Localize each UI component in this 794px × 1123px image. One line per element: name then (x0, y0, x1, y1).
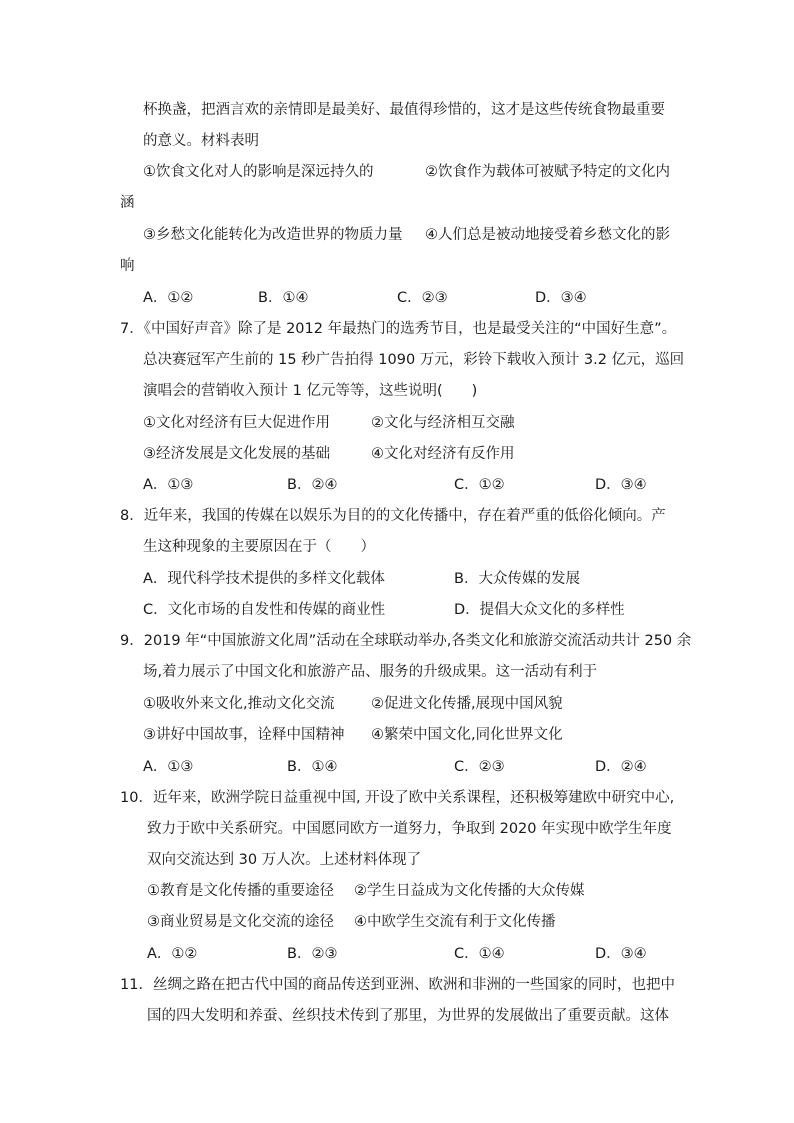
q11-line-2: 国的四大发明和养蚕、丝织技术传到了那里，为世界的发展做出了重要贡献。这体 (147, 1008, 669, 1024)
q7-option-2: ②文化与经济相互交融 (371, 415, 515, 431)
q9-choice-d: D．②④ (595, 759, 647, 775)
q8-option-c: C．文化市场的自发性和传媒的商业性 (143, 602, 386, 618)
q6-option-4-continuation: 响 (120, 258, 135, 274)
q10-line-3: 双向交流达到 30 万人次。上述材料体现了 (147, 852, 422, 868)
q9-option-2: ②促进文化传播,展现中国风貌 (371, 696, 563, 712)
q6-choice-c: C．②③ (397, 290, 448, 306)
q10-choice-c: C．①④ (454, 946, 505, 962)
q6-choice-a: A．①② (143, 290, 194, 306)
q8-line-1: 8．近年来，我国的传媒在以娱乐为目的的文化传播中，存在着严重的低俗化倾向。产 (120, 508, 666, 524)
q10-line-1: 10．近年来，欧洲学院日益重视中国, 开设了欧中关系课程，还积极筹建欧中研究中心, (120, 790, 675, 806)
q7-choice-b: B．②④ (287, 477, 338, 493)
q7-choice-c: C．①② (454, 477, 505, 493)
q7-line-3: 演唱会的营销收入预计 1 亿元等等，这些说明( ) (143, 383, 478, 399)
q8-line-2: 生这种现象的主要原因在于（ ） (143, 539, 375, 555)
q9-option-1: ①吸收外来文化,推动文化交流 (143, 696, 335, 712)
q7-option-4: ④文化对经济有反作用 (371, 446, 515, 462)
q6-choice-b: B．①④ (258, 290, 309, 306)
q9-option-4: ④繁荣中国文化,同化世界文化 (371, 727, 563, 743)
q6-option-2-continuation: 涵 (120, 195, 135, 211)
q10-line-2: 致力于欧中关系研究。中国愿同欧方一道努力，争取到 2020 年实现中欧学生年度 (147, 821, 672, 837)
q6-option-4: ④人们总是被动地接受着乡愁文化的影 (425, 227, 670, 243)
q7-line-1: 7．《中国好声音》除了是 2012 年最热门的选秀节目，也是最受关注的“中国好生意”。 (120, 321, 677, 337)
q6-choice-d: D．③④ (535, 290, 587, 306)
q6-option-1: ①饮食文化对人的影响是深远持久的 (143, 164, 374, 180)
q7-choice-d: D．③④ (595, 477, 647, 493)
q9-choice-a: A．①③ (143, 759, 194, 775)
q9-line-2: 场,着力展示了中国文化和旅游产品、服务的升级成果。这一活动有利于 (143, 664, 598, 680)
q9-line-1: 9．2019 年“中国旅游文化周”活动在全球联动举办,各类文化和旅游交流活动共计 250 余 (120, 633, 692, 649)
q7-option-1: ①文化对经济有巨大促进作用 (143, 415, 330, 431)
q10-choice-d: D．③④ (595, 946, 647, 962)
q7-option-3: ③经济发展是文化发展的基础 (143, 446, 330, 462)
q10-option-1: ①教育是文化传播的重要途径 (147, 883, 334, 899)
q9-choice-b: B．①④ (287, 759, 338, 775)
q9-choice-c: C．②③ (454, 759, 505, 775)
q11-line-1: 11．丝绸之路在把古代中国的商品传送到亚洲、欧洲和非洲的一些国家的同时，也把中 (120, 977, 675, 993)
q7-choice-a: A．①③ (143, 477, 194, 493)
q6-option-2: ②饮食作为载体可被赋予特定的文化内 (425, 164, 670, 180)
q6-line-2: 的意义。材料表明 (143, 133, 259, 149)
q8-option-d: D．提倡大众文化的多样性 (454, 602, 625, 618)
q8-option-b: B．大众传媒的发展 (454, 571, 580, 587)
q10-option-2: ②学生日益成为文化传播的大众传媒 (354, 883, 585, 899)
q7-line-2: 总决赛冠军产生前的 15 秒广告拍得 1090 万元，彩铃下载收入预计 3.2 亿元，巡回 (143, 352, 685, 368)
q6-line-1: 杯换盏，把酒言欢的亲情即是最美好、最值得珍惜的，这才是这些传统食物最重要 (143, 102, 665, 118)
q10-choice-a: A．①② (147, 946, 198, 962)
q9-option-3: ③讲好中国故事，诠释中国精神 (143, 727, 345, 743)
q10-choice-b: B．②③ (287, 946, 338, 962)
q10-option-3: ③商业贸易是文化交流的途径 (147, 914, 334, 930)
q8-option-a: A．现代科学技术提供的多样文化载体 (143, 571, 385, 587)
q10-option-4: ④中欧学生交流有利于文化传播 (354, 914, 556, 930)
q6-option-3: ③乡愁文化能转化为改造世界的物质力量 (143, 227, 403, 243)
